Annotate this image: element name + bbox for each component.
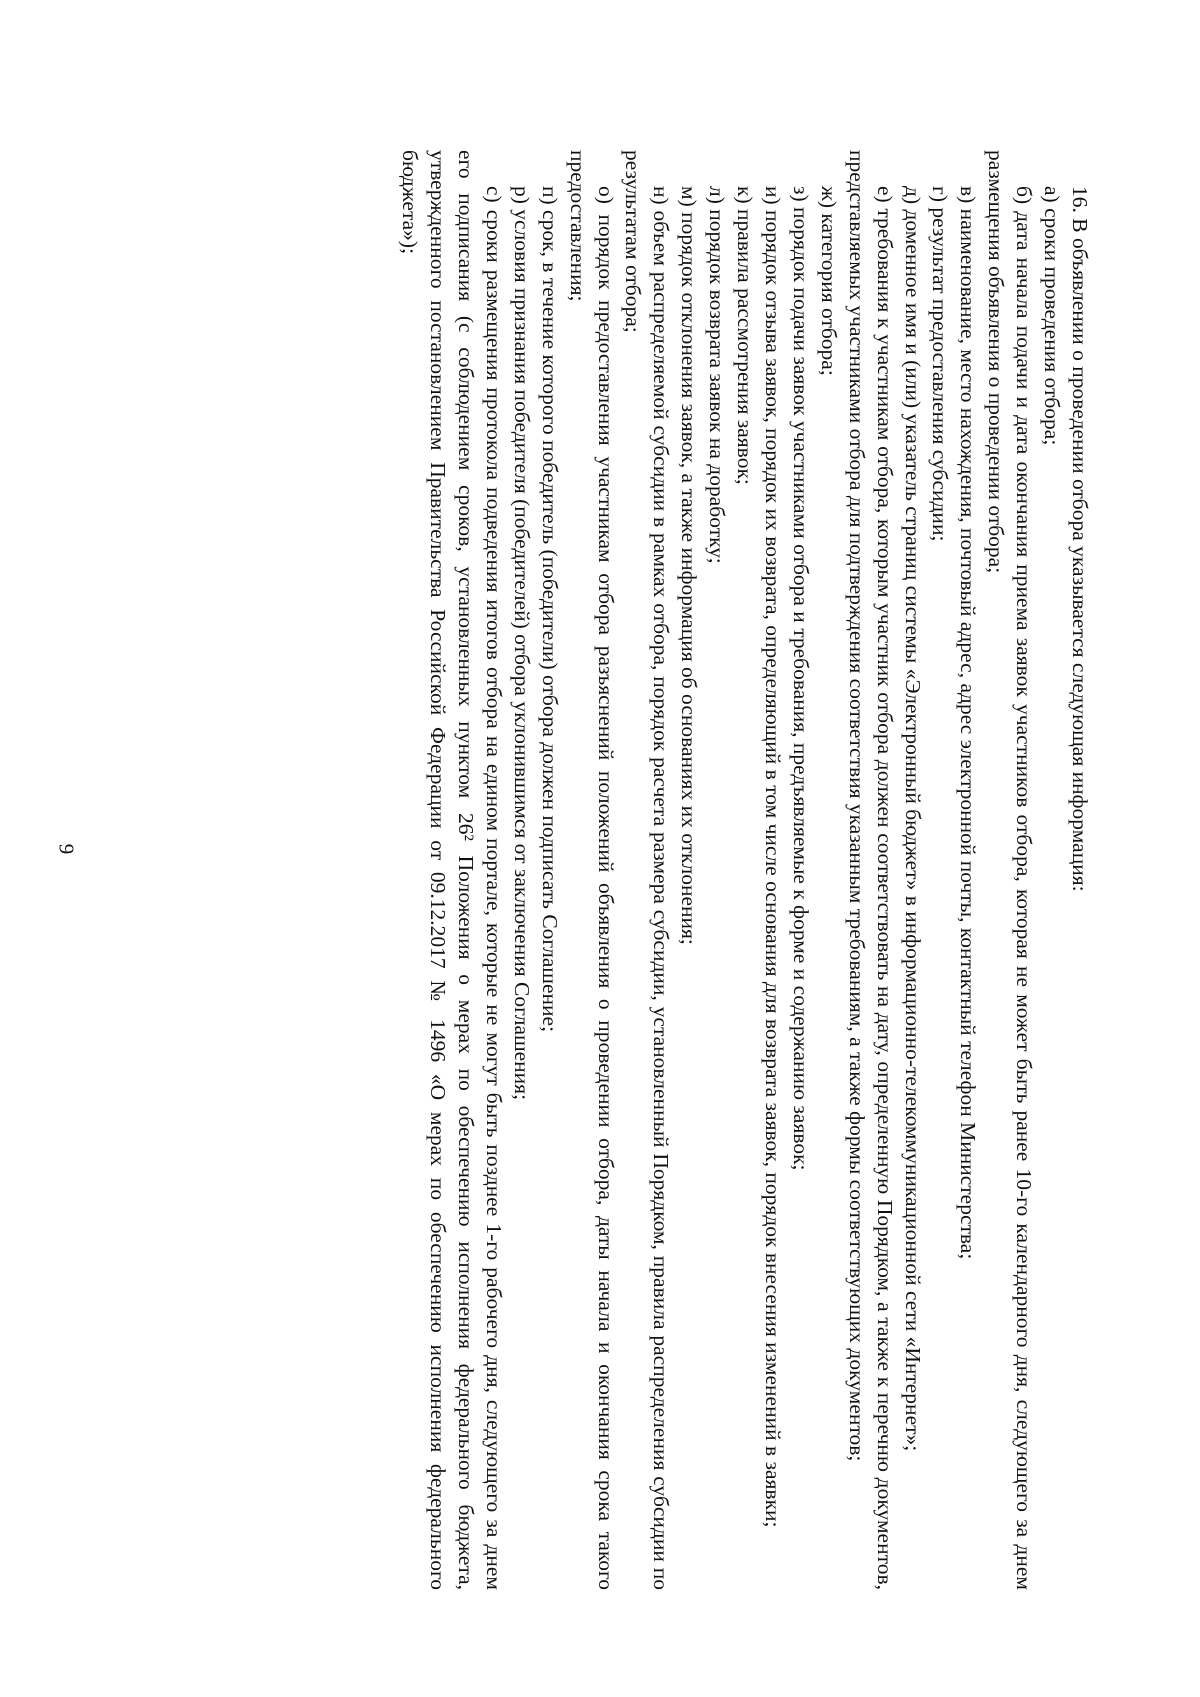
- document-body: [173, 150, 1093, 1590]
- list-item-g: г) результат предоставления субсидии;: [928, 186, 953, 542]
- list-item-v: в) наименование, место нахождения, почтовый адрес, адрес электронной почты, контактный телефон Министерства;: [956, 186, 981, 1260]
- list-item-r: р) условия признания победителя (победителей) отбора уклонившимся от заключения Соглашения;: [509, 186, 534, 1101]
- list-item-k: к) правила рассмотрения заявок;: [733, 186, 758, 485]
- list-item-m: м) порядок отклонения заявок, а также информация об основаниях их отклонения;: [677, 186, 702, 945]
- list-item-z: з) порядок подачи заявок участниками отбора и требования, предъявляемые к форме и содержанию заявок;: [788, 186, 813, 1171]
- list-item-i: и) порядок отзыва заявок, порядок их возврата, определяющий в том числе основания для возврата заявок, порядок внесения изменений в заявки;: [761, 186, 786, 1528]
- paragraph-16-intro: 16. В объявлении о проведении отбора указывается следующая информация:: [1068, 186, 1092, 892]
- list-item-b: б) дата начала подачи и дата окончания приема заявок участников отбора, которая не может быть ранее 10-го календарного дня, следующего за днем размещения объявления о проведении отбора;: [984, 150, 1037, 1590]
- list-item-n: н) объем распределяемой субсидии в рамках отбора, порядок расчета размера субсидии, установленный Порядком, правила распределения субсидии по результатам отбора;: [621, 150, 674, 1590]
- list-item-o: о) порядок предоставления участникам отбора разъяснений положений объявления о проведении отбора, даты начала и окончания срока такого предоставления;: [565, 150, 618, 1590]
- list-item-a: а) сроки проведения отбора;: [1040, 186, 1065, 446]
- list-item-s: с) сроки размещения протокола подведения итогов отбора на едином портале, которые не могут быть позднее 1-го рабочего дня, следующего за днем его подписания (с соблюдением сроков, установленных пунктом 26² Положения о мерах по обеспечению исполнения федерального бюджета, утвержденного постановлением Правительства Российской Федерации от 09.12.2017 № 1496 «О мерах по обеспечению исполнения федерального бюджета»);: [398, 150, 506, 1590]
- list-item-l: л) порядок возврата заявок на доработку;: [705, 186, 730, 564]
- list-item-d: д) доменное имя и (или) указатель страниц системы «Электронный бюджет» в информационно-телекоммуникационной сети «Интернет»;: [900, 186, 925, 1452]
- list-item-p: п) срок, в течение которого победитель (победители) отбора должен подписать Соглашение;: [537, 186, 562, 1033]
- page-number: 9: [54, 843, 79, 855]
- list-item-zh: ж) категория отбора;: [816, 186, 841, 376]
- list-item-e: е) требования к участникам отбора, которым участник отбора должен соответствовать на дату, определенную Порядком, а также к перечню документов, представляемых участниками отбора для подтверждения соответствия указанным требованиям, а также формы соответствующих документов;: [844, 150, 897, 1590]
